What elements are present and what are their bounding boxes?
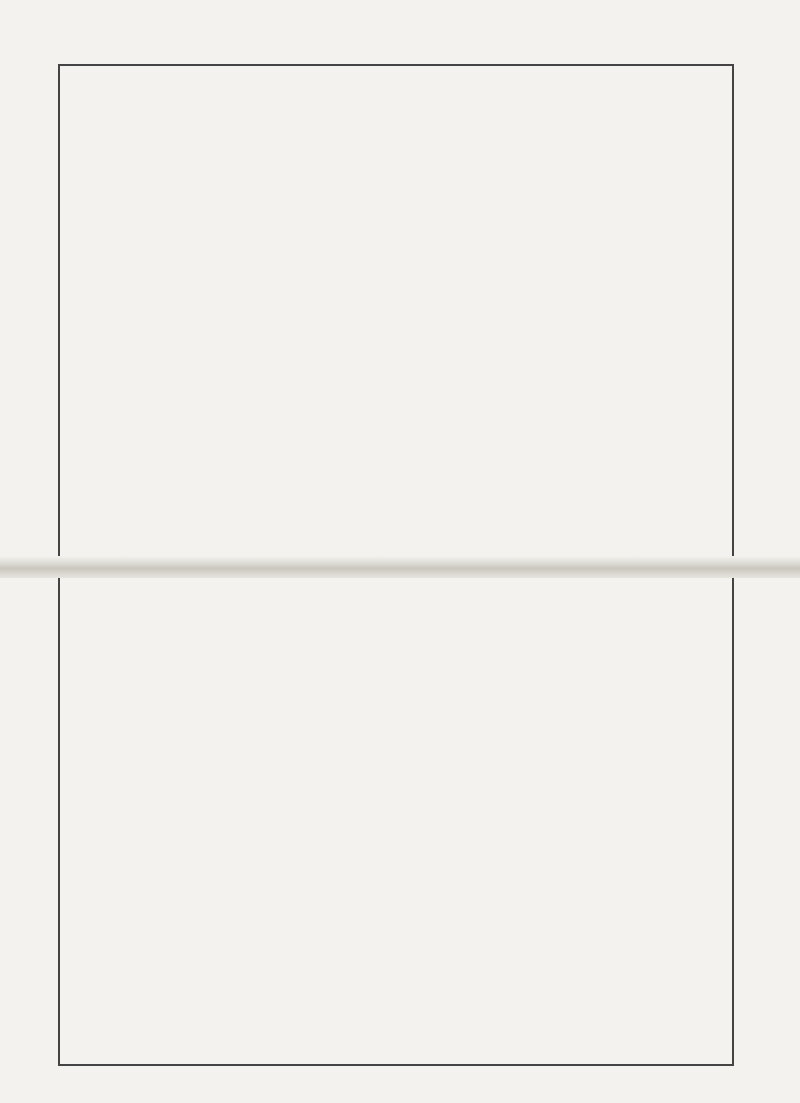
page-fold	[0, 556, 800, 578]
table-frame-bottom	[58, 574, 734, 1066]
table-frame-top	[58, 64, 734, 562]
